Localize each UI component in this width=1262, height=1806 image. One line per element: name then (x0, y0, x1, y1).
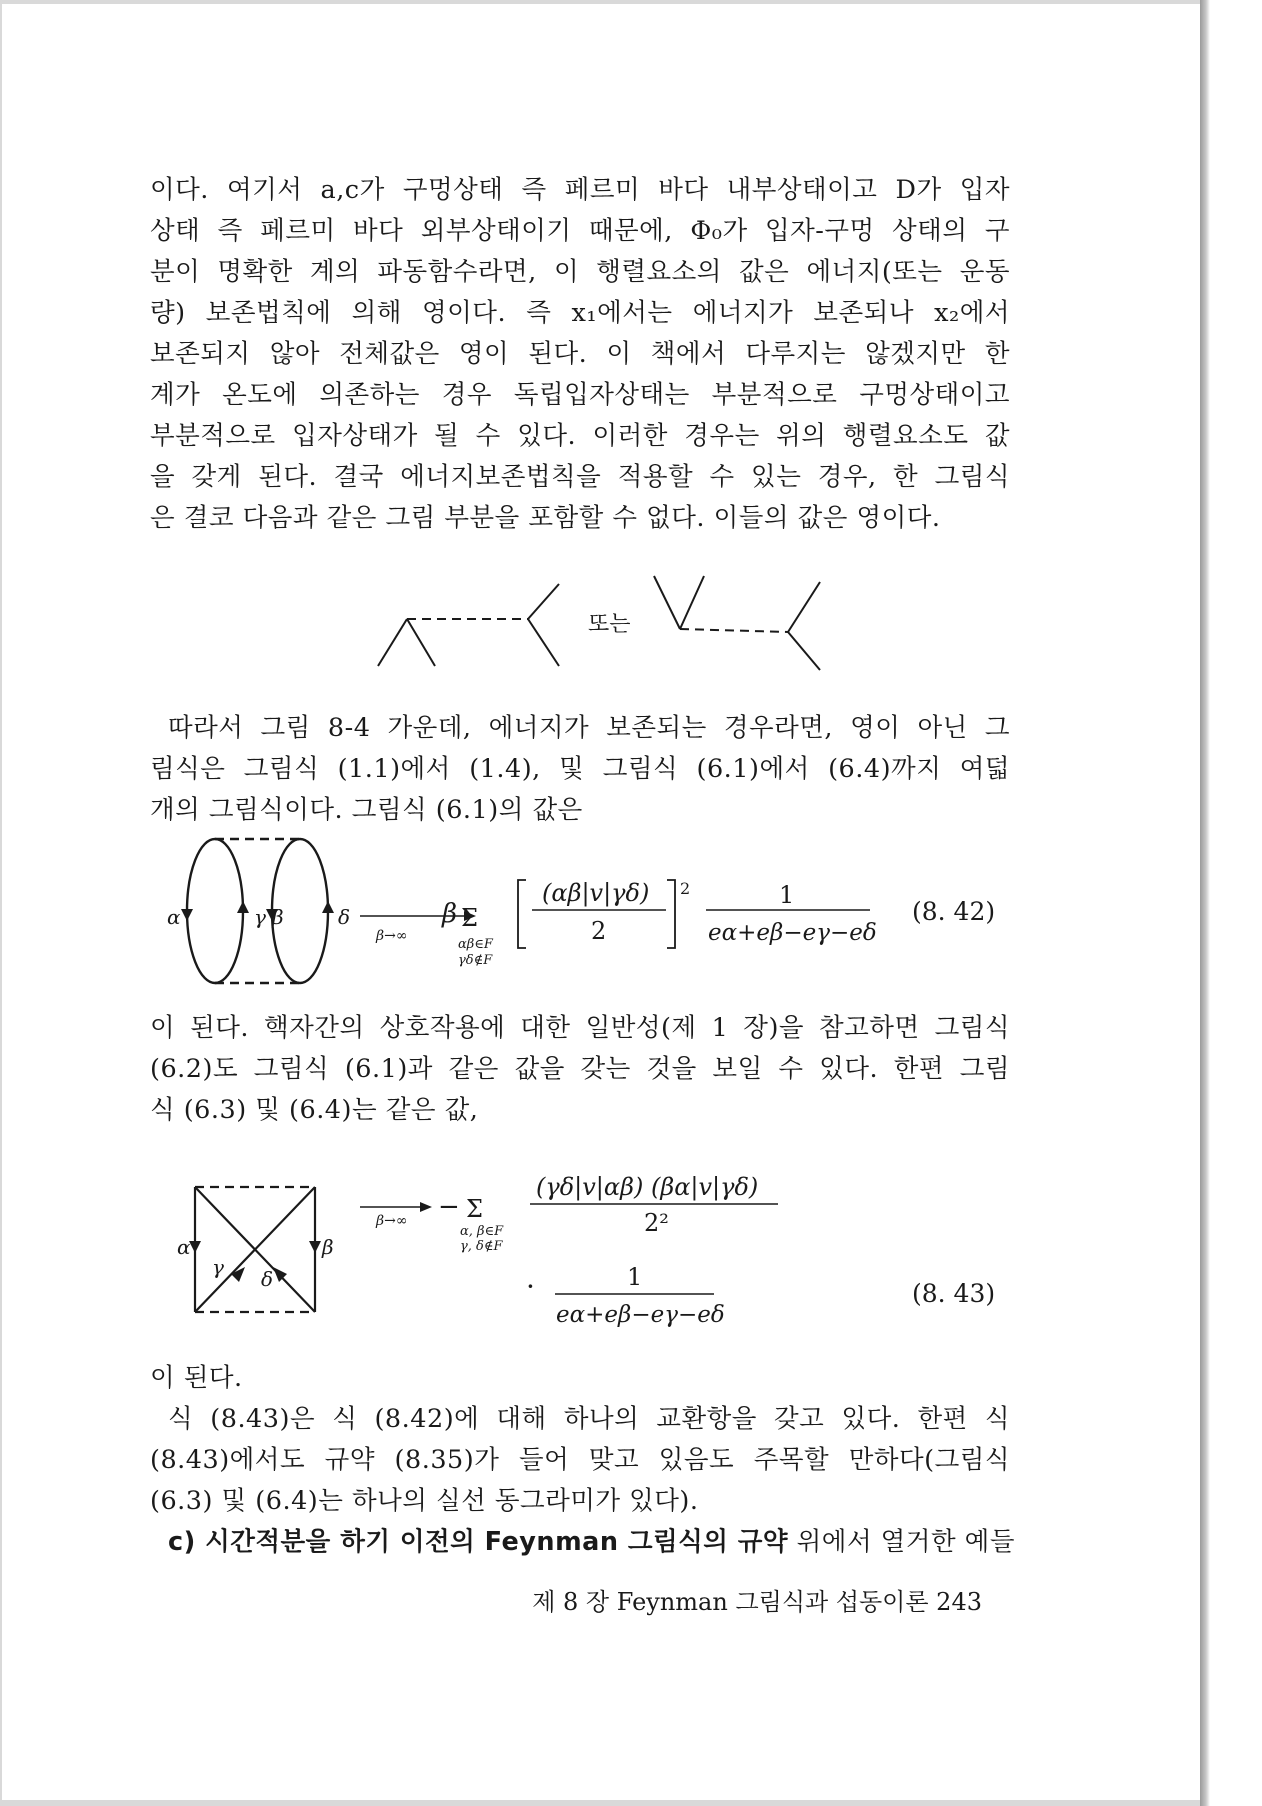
arrow-label: β→∞ (376, 1213, 408, 1229)
running-footer: 제 8 장 Feynman 그림식과 섭동이론 243 (532, 1588, 982, 1616)
page-edge (1200, 0, 1262, 1806)
label-beta: β (322, 1235, 334, 1259)
text-line: 보존되지 않아 전체값은 영이 된다. 이 책에서 다루지는 않겠지만 한 (150, 339, 1010, 369)
power: 2 (680, 879, 691, 898)
numerator: (αβ|v|γδ) (542, 879, 650, 907)
frac-den: eα+eβ−eγ−eδ (556, 1302, 725, 1328)
label-gamma: γ (212, 1255, 224, 1279)
sum-symbol: Σ (466, 1195, 483, 1223)
frac-den: eα+eβ−eγ−eδ (708, 920, 877, 946)
text-line: 식 (8.43)은 식 (8.42)에 대해 하나의 교환항을 갖고 있다. 한편 식 (168, 1404, 1010, 1434)
text-line: 을 갖게 된다. 결국 에너지보존법칙을 적용할 수 있는 경우, 한 그림식 (150, 462, 1010, 492)
text-line: 이다. 여기서 a,c가 구멍상태 즉 페르미 바다 내부상태이고 D가 입자 (150, 175, 1010, 205)
sum-symbol: Σ (461, 904, 478, 932)
text-line: 개의 그림식이다. 그림식 (6.1)의 값은 (150, 795, 583, 825)
denominator: 2 (591, 917, 607, 945)
book-page (2, 4, 1200, 1800)
text-line: (8.43)에서도 규약 (8.35)가 들어 맞고 있음도 주목할 만하다(그림식 (150, 1445, 1010, 1475)
text-line: 계가 온도에 의존하는 경우 독립입자상태는 부분적으로 구멍상태이고 (150, 380, 1010, 410)
label-alpha: α (167, 905, 181, 929)
sum-sub1: αβ∈F (458, 937, 493, 952)
text-line: 따라서 그림 8-4 가운데, 에너지가 보존되는 경우라면, 영이 아닌 그 (168, 713, 1010, 743)
heading-tail-text: 위에서 열거한 예들 (796, 1527, 1015, 1557)
dot: · (526, 1270, 535, 1303)
text-line: (6.2)도 그림식 (6.1)과 같은 값을 갖는 것을 보일 수 있다. 한편 그림 (150, 1054, 1010, 1084)
equation-number: (8. 43) (912, 1279, 996, 1308)
arrow-label: β→∞ (376, 928, 408, 944)
minus: − (438, 1192, 460, 1222)
text-line: 림식은 그림식 (1.1)에서 (1.4), 및 그림식 (6.1)에서 (6.4)까지 여덟 (150, 754, 1010, 784)
text-line: 부분적으로 입자상태가 될 수 있다. 이러한 경우는 위의 행렬요소도 값 (150, 421, 1010, 451)
text-line: 이 된다. 핵자간의 상호작용에 대한 일반성(제 1 장)을 참고하면 그림식 (150, 1013, 1010, 1043)
label-gamma: γ (254, 905, 266, 929)
sum-sub2: γ, δ∉F (460, 1239, 503, 1254)
label-delta: δ (261, 1267, 274, 1291)
section-heading: c) 시간적분을 하기 이전의 Feynman 그림식의 규약 (168, 1527, 789, 1557)
numerator: (γδ|v|αβ) (βα|v|γδ) (536, 1173, 759, 1201)
text-line: 식 (6.3) 및 (6.4)는 같은 값, (150, 1095, 479, 1125)
coef: β (442, 899, 458, 929)
label-beta: β (272, 905, 284, 929)
frac-num: 1 (627, 1263, 643, 1291)
text-line: 분이 명확한 계의 파동함수라면, 이 행렬요소의 값은 에너지(또는 운동 (150, 257, 1010, 287)
text-line: 량) 보존법칙에 의해 영이다. 즉 x₁에서는 에너지가 보존되나 x₂에서 (150, 298, 1010, 328)
sum-sub2: γδ∉F (458, 953, 493, 968)
equation-number: (8. 42) (912, 897, 996, 926)
sum-sub1: α, β∈F (460, 1224, 504, 1239)
section-heading-line (150, 1522, 1015, 1562)
text-line: 이 된다. (150, 1363, 243, 1393)
denominator: 2² (644, 1209, 669, 1237)
label-delta: δ (338, 905, 351, 929)
or-label: 또는 (588, 612, 631, 637)
text-line: 은 결코 다음과 같은 그림 부분을 포함할 수 없다. 이들의 값은 영이다. (150, 503, 941, 533)
label-alpha: α (177, 1235, 191, 1259)
text-line: 상태 즉 페르미 바다 외부상태이기 때문에, Φ₀가 입자-구멍 상태의 구 (150, 216, 1010, 246)
text-line: (6.3) 및 (6.4)는 하나의 실선 동그라미가 있다). (150, 1486, 699, 1516)
frac-num: 1 (779, 881, 795, 909)
